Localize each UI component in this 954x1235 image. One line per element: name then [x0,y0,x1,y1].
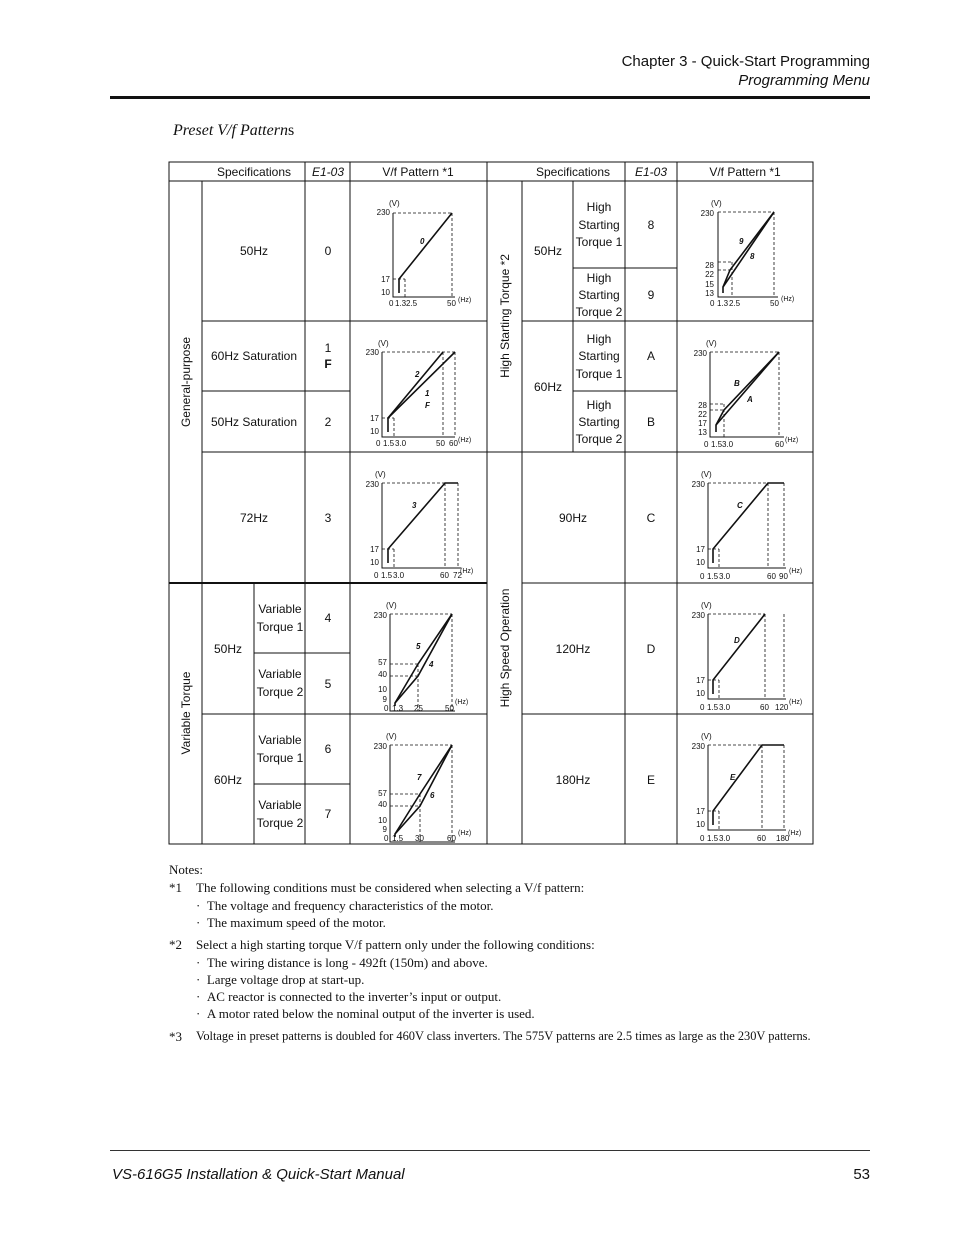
c89-y-22: 22 [705,270,714,279]
hst60-sub2-l2: Starting [578,415,620,429]
vt60-sub1-l1: Variable [258,733,302,747]
note-2-mark: *2 [169,937,182,952]
note-2-bullet-2: · Large voltage drop at start-up. [196,972,365,987]
spec-72hz: 72Hz [239,511,269,525]
c3-x-4: 72 [453,571,462,580]
vf-chart-6-7 [374,732,472,843]
hst-50hz: 50Hz [533,244,563,258]
vf-chart-1-f-2 [366,339,472,448]
hst50-sub1-l3: Torque 1 [575,235,623,249]
c89-x-3: 50 [770,299,779,308]
cc-label: C [737,501,743,510]
cab-hz-unit: (Hz) [785,437,799,444]
c45-hz-unit: (Hz) [455,699,469,706]
vt60-sub2-l1: Variable [258,798,302,812]
cab-x-1: 1.5 [711,440,723,449]
code-d: D [646,642,656,656]
c89-hz-unit: (Hz) [781,296,795,303]
c0-v-unit: (V) [389,199,400,208]
cc-y-17: 17 [696,545,705,554]
group-variable-torque: Variable Torque [179,671,193,755]
code-5: 5 [324,677,332,691]
c45-x-1: 1.3 [392,704,404,713]
c3-x-1: 1.5 [381,571,393,580]
footer-rule [110,1150,870,1151]
group-general-purpose: General-purpose [179,336,193,428]
c12-x-2: 3.0 [395,439,407,448]
c45-v-unit: (V) [386,601,397,610]
c67-v-unit: (V) [386,732,397,741]
vt50-sub2-l1: Variable [258,667,302,681]
ce-hz-unit: (Hz) [788,830,802,837]
c89-v-unit: (V) [711,199,722,208]
cc-x-3: 60 [767,572,776,581]
vf-chart-0 [377,199,472,308]
c0-y-230: 230 [376,208,390,217]
hst50-sub1-l1: High [586,200,612,214]
cd-hz-unit: (Hz) [789,699,803,706]
c0-x-2: 2.5 [406,299,418,308]
c67-hz-unit: (Hz) [458,830,472,837]
c12-label-2: 2 [415,370,420,379]
cc-hz-unit: (Hz) [789,568,803,575]
c12-y-10: 10 [370,427,379,436]
vt60-sub1-l2: Torque 1 [256,751,304,765]
c89-y-13: 13 [705,289,714,298]
cd-x-4: 120 [775,703,789,712]
c12-label-f: F [425,401,430,410]
ce-y-17: 17 [696,807,705,816]
note-3-mark: *3 [169,1029,182,1044]
c3-x-2: 3.0 [393,571,405,580]
c3-v-unit: (V) [375,470,386,479]
cc-y-10: 10 [696,558,705,567]
c45-y-10: 10 [378,685,387,694]
vf-chart-c [692,470,803,581]
hst60-sub2-l1: High [586,398,612,412]
spec-120hz: 120Hz [555,642,591,656]
group-high-starting-torque: High Starting Torque *2 [498,254,512,378]
hst-60hz: 60Hz [533,380,563,394]
c67-x-1: 1.5 [392,834,404,843]
vt-50hz: 50Hz [213,642,243,656]
c12-v-unit: (V) [378,339,389,348]
cab-y-230: 230 [693,349,707,358]
c12-hz-unit: (Hz) [458,437,472,444]
cc-x-1: 1.5 [707,572,719,581]
c3-y-17: 17 [370,545,379,554]
c67-y-230: 230 [373,742,387,751]
c45-y-230: 230 [373,611,387,620]
c3-y-230: 230 [365,480,379,489]
vf-chart-e [692,732,802,843]
cab-label-b: B [734,379,740,388]
c45-y-40: 40 [378,670,387,679]
cc-x-2: 3.0 [719,572,731,581]
c89-label-8: 8 [750,252,755,261]
vt50-sub1-l2: Torque 1 [256,620,304,634]
hst50-sub2-l2: Starting [578,288,620,302]
ce-x-3: 60 [757,834,766,843]
chapter-header: Chapter 3 - Quick-Start Programming [621,53,870,70]
c45-x-2: 25 [414,704,423,713]
hst60-sub1-l2: Starting [578,349,620,363]
code-4: 4 [324,611,332,625]
c67-x-0: 0 [384,834,389,843]
spec-50hz-saturation: 50Hz Saturation [210,415,298,429]
note-2-bullet-1: · The wiring distance is long - 492ft (150m) and above. [196,955,488,970]
code-0: 0 [324,244,332,258]
c89-y-15: 15 [705,280,714,289]
cd-x-1: 1.5 [707,703,719,712]
cc-y-230: 230 [691,480,705,489]
cd-y-10: 10 [696,689,705,698]
c67-y-57: 57 [378,789,387,798]
c12-label-1: 1 [425,389,430,398]
c67-y-9: 9 [382,825,387,834]
c3-x-3: 60 [440,571,449,580]
header-e103-right: E1-03 [634,165,668,179]
cd-y-230: 230 [691,611,705,620]
notes-title: Notes: [169,862,203,877]
note-1-bullet-2: · The maximum speed of the motor. [196,915,386,930]
note-2-text: Select a high starting torque V/f pattern only under the following conditions: [196,937,595,952]
vt50-sub2-l2: Torque 2 [256,685,304,699]
header-e103-left: E1-03 [311,165,345,179]
hst60-sub1-l1: High [586,332,612,346]
c3-label: 3 [412,501,417,510]
code-9: 9 [647,288,655,302]
cd-v-unit: (V) [701,601,712,610]
hst60-sub2-l3: Torque 2 [575,432,623,446]
cc-v-unit: (V) [701,470,712,479]
cc-x-4: 90 [779,572,788,581]
vf-chart-4-5 [374,601,469,713]
c67-x-3: 60 [447,834,456,843]
vt50-sub1-l1: Variable [258,602,302,616]
header-pattern-left: V/f Pattern *1 [382,165,454,179]
ce-v-unit: (V) [701,732,712,741]
c3-x-0: 0 [374,571,379,580]
ce-x-0: 0 [700,834,705,843]
cab-x-3: 60 [775,440,784,449]
note-2-bullet-3: · AC reactor is connected to the inverter’s input or output. [196,989,502,1004]
c0-x-0: 0 [389,299,394,308]
ce-y-10: 10 [696,820,705,829]
c3-y-10: 10 [370,558,379,567]
vf-chart-8-9 [701,199,795,308]
c45-label-4: 4 [429,660,434,669]
cab-y-28: 28 [698,401,707,410]
ce-x-4: 180 [776,834,790,843]
note-3-text: Voltage in preset patterns is doubled for 460V class inverters. The 575V patterns are 2.5 times as large as the 230V patterns. [196,1029,811,1043]
c0-x-1: 1.3 [395,299,407,308]
section-header: Programming Menu [738,72,870,89]
c12-x-1: 1.5 [383,439,395,448]
ce-y-230: 230 [691,742,705,751]
ce-x-2: 3.0 [719,834,731,843]
code-c: C [646,511,656,525]
header-spec-left: Specifications [216,165,292,179]
vt60-sub2-l2: Torque 2 [256,816,304,830]
ce-label: E [730,773,736,782]
group-high-speed: High Speed Operation [498,588,512,708]
spec-90hz: 90Hz [558,511,588,525]
vt-60hz: 60Hz [213,773,243,787]
cd-label: D [734,636,740,645]
vf-chart-3 [366,470,474,580]
cab-y-17: 17 [698,419,707,428]
c45-x-0: 0 [384,704,389,713]
cd-x-3: 60 [760,703,769,712]
note-1-mark: *1 [169,880,182,895]
c12-x-4: 60 [449,439,458,448]
cd-x-0: 0 [700,703,705,712]
vf-chart-a-b [694,339,799,449]
code-6: 6 [324,742,332,756]
c89-x-0: 0 [710,299,715,308]
spec-60hz-saturation: 60Hz Saturation [210,349,298,363]
c89-x-1: 1.3 [717,299,729,308]
cab-v-unit: (V) [706,339,717,348]
header-pattern-right: V/f Pattern *1 [709,165,781,179]
c89-x-2: 2.5 [729,299,741,308]
section-title: Preset V/f Patterns [173,122,295,139]
hst60-sub1-l3: Torque 1 [575,367,623,381]
c12-x-3: 50 [436,439,445,448]
c0-hz-unit: (Hz) [458,297,472,304]
c12-y-17: 17 [370,414,379,423]
c45-y-57: 57 [378,658,387,667]
c12-y-230: 230 [365,348,379,357]
hst50-sub2-l1: High [586,271,612,285]
c89-label-9: 9 [739,237,744,246]
c45-x-3: 50 [445,704,454,713]
code-7: 7 [324,807,332,821]
c0-label: 0 [420,237,425,246]
c0-y-17: 17 [381,275,390,284]
c89-y-28: 28 [705,261,714,270]
c67-y-40: 40 [378,800,387,809]
c67-label-7: 7 [417,773,422,782]
header-spec-right: Specifications [535,165,611,179]
vf-chart-d [692,601,803,712]
code-b: B [646,415,656,429]
spec-180hz: 180Hz [555,773,591,787]
c67-y-10: 10 [378,816,387,825]
note-1-text: The following conditions must be considered when selecting a V/f pattern: [196,880,585,895]
cab-label-a: A [747,395,753,404]
code-f: F [324,357,332,371]
code-3: 3 [324,511,332,525]
note-1-bullet-1: · The voltage and frequency characteristics of the motor. [196,898,494,913]
code-1: 1 [324,341,332,355]
c0-x-3: 50 [447,299,456,308]
cd-y-17: 17 [696,676,705,685]
c3-hz-unit: (Hz) [460,568,474,575]
cab-x-2: 3.0 [722,440,734,449]
footer-manual-title: VS-616G5 Installation & Quick-Start Manual [112,1166,405,1183]
ce-x-1: 1.5 [707,834,719,843]
cab-y-13: 13 [698,428,707,437]
footer-page-number: 53 [853,1166,870,1183]
cab-x-0: 0 [704,440,709,449]
cab-y-22: 22 [698,410,707,419]
code-a: A [646,349,656,363]
cc-x-0: 0 [700,572,705,581]
code-e: E [646,773,656,787]
cd-x-2: 3.0 [719,703,731,712]
c67-x-2: 30 [415,834,424,843]
spec-50hz: 50Hz [239,244,269,258]
c45-y-9: 9 [382,695,387,704]
c0-y-10: 10 [381,288,390,297]
hst50-sub1-l2: Starting [578,218,620,232]
c45-label-5: 5 [416,642,421,651]
c12-x-0: 0 [376,439,381,448]
note-2-bullet-4: · A motor rated below the nominal output of the inverter is used. [196,1006,535,1021]
c67-label-6: 6 [430,791,435,800]
code-8: 8 [647,218,655,232]
code-2: 2 [324,415,332,429]
c89-y-230: 230 [700,209,714,218]
hst50-sub2-l3: Torque 2 [575,305,623,319]
